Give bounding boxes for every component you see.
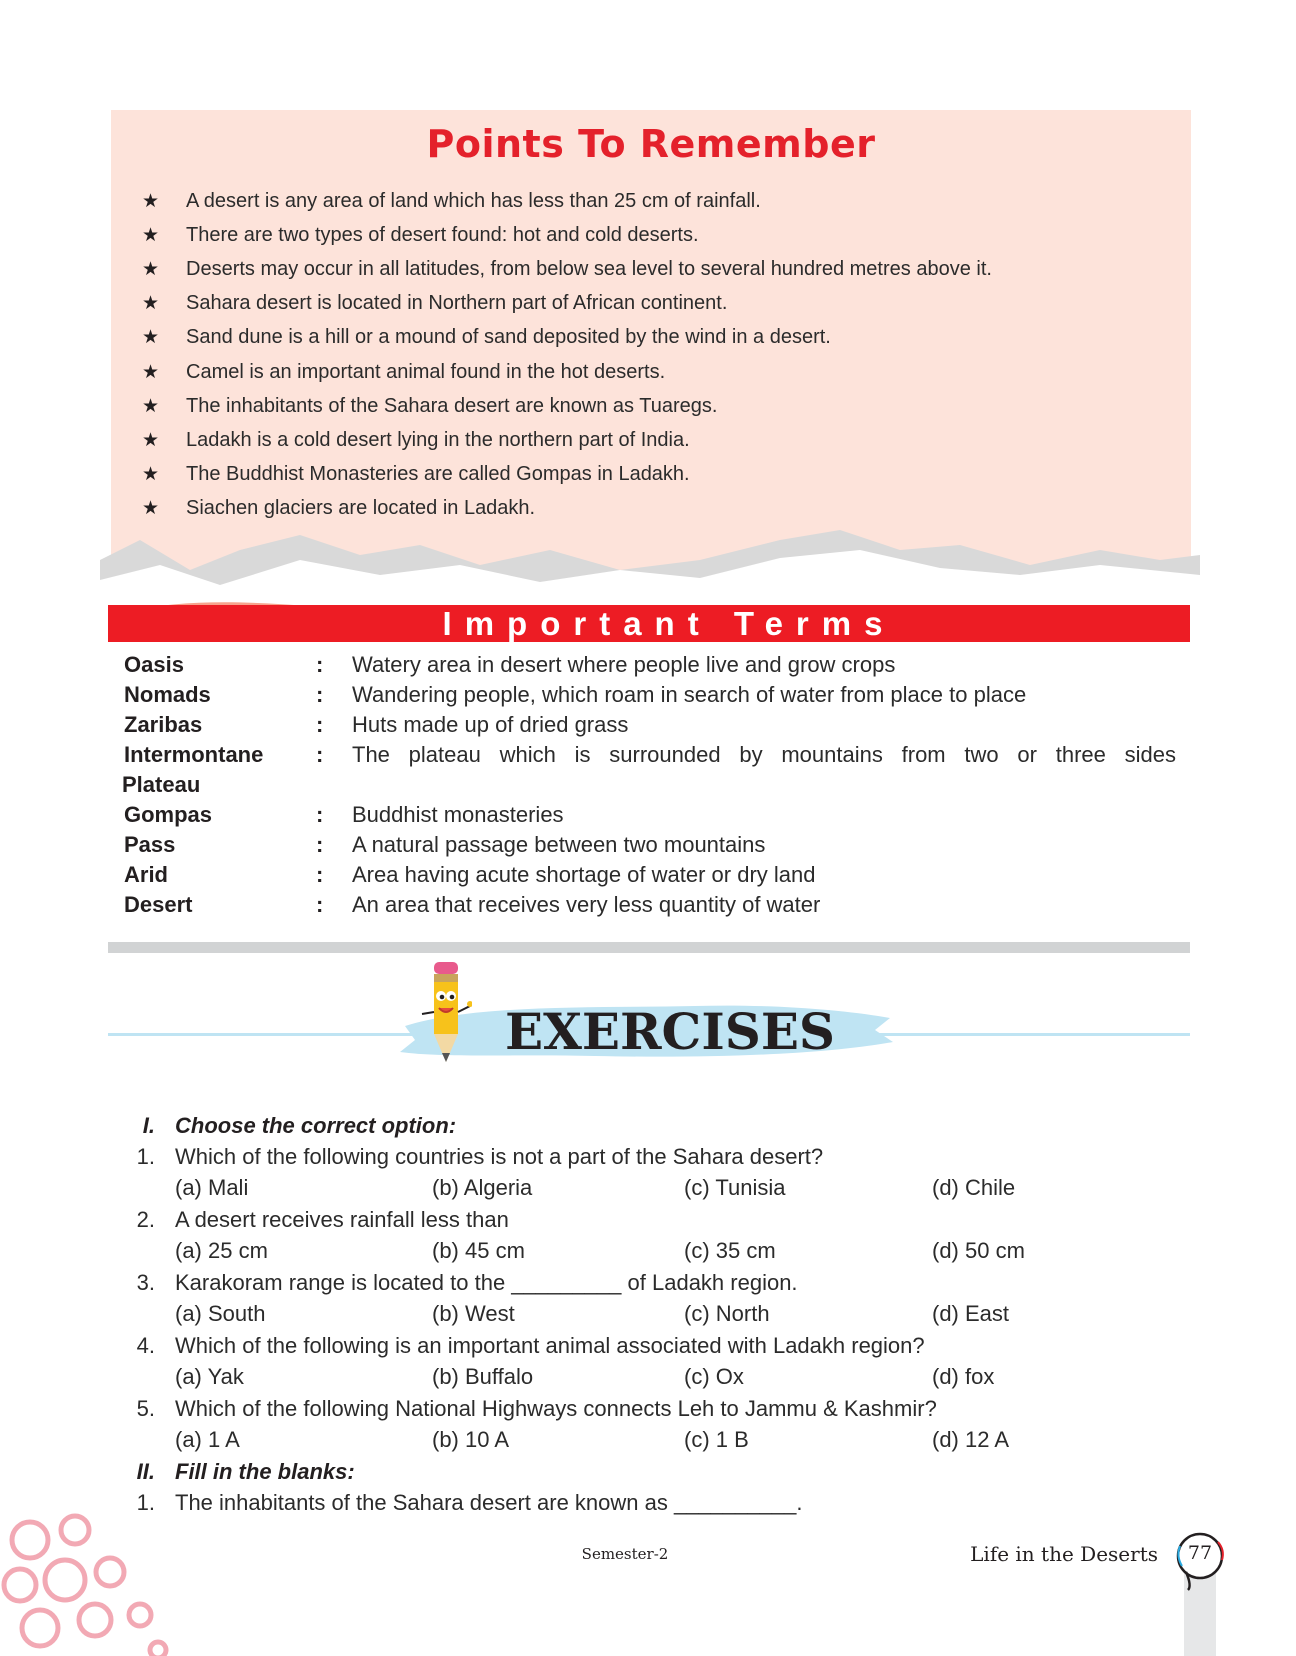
star-icon: ★ bbox=[142, 429, 160, 451]
circles-decoration bbox=[0, 1500, 180, 1656]
important-terms-header: Important Terms bbox=[108, 605, 1190, 642]
question: 1. Which of the following countries is not a part of the Sahara desert? bbox=[136, 1143, 824, 1169]
page-number: 77 bbox=[1187, 1542, 1213, 1564]
list-item: ★ A desert is any area of land which has less than 25 cm of rainfall. bbox=[142, 189, 761, 212]
question: 5. Which of the following National Highways connects Leh to Jammu & Kashmir? bbox=[136, 1395, 937, 1421]
star-icon: ★ bbox=[142, 395, 160, 417]
term-row: Intermontane : The plateau which is surrounded by mountains from two or three sides bbox=[124, 742, 1176, 767]
question: 1. The inhabitants of the Sahara desert are known as __________. bbox=[136, 1489, 803, 1515]
list-item: ★ Ladakh is a cold desert lying in the northern part of India. bbox=[142, 428, 690, 451]
star-icon: ★ bbox=[142, 361, 160, 383]
options-row: (a) South (b) West (c) North (d) East bbox=[175, 1301, 1010, 1327]
options-row: (a) 1 A (b) 10 A (c) 1 B (d) 12 A bbox=[175, 1427, 1010, 1453]
list-item: ★ There are two types of desert found: hot and cold deserts. bbox=[142, 223, 699, 246]
star-icon: ★ bbox=[142, 498, 160, 520]
footer-semester: Semester-2 bbox=[581, 1545, 669, 1563]
question: 2. A desert receives rainfall less than bbox=[136, 1206, 509, 1232]
star-icon: ★ bbox=[142, 327, 160, 349]
exercise-questions bbox=[130, 1110, 1180, 1519]
points-title: Points To Remember bbox=[426, 122, 876, 166]
list-item: ★ The inhabitants of the Sahara desert are known as Tuaregs. bbox=[142, 394, 718, 417]
question: 3. Karakoram range is located to the _________ of Ladakh region. bbox=[136, 1269, 798, 1295]
list-item: ★ The Buddhist Monasteries are called Gompas in Ladakh. bbox=[142, 463, 690, 486]
term-row: Arid : Area having acute shortage of water or dry land bbox=[124, 862, 816, 887]
terms-table bbox=[124, 652, 1176, 922]
pencil-mascot-icon bbox=[420, 962, 472, 1066]
term-row: Oasis : Watery area in desert where people live and grow crops bbox=[124, 652, 896, 677]
star-icon: ★ bbox=[142, 293, 160, 315]
list-item: ★ Siachen glaciers are located in Ladakh. bbox=[142, 497, 536, 520]
exercises-title: EXERCISES bbox=[504, 1002, 836, 1061]
options-row: (a) 25 cm (b) 45 cm (c) 35 cm (d) 50 cm bbox=[175, 1238, 1025, 1264]
term-row: Pass : A natural passage between two mountains bbox=[124, 832, 766, 857]
star-icon: ★ bbox=[142, 464, 160, 486]
section-heading: II. Fill in the blanks: bbox=[136, 1458, 355, 1484]
star-icon: ★ bbox=[142, 224, 160, 246]
divider bbox=[108, 942, 1190, 953]
term-continuation: Plateau bbox=[122, 772, 201, 797]
question: 4. Which of the following is an important animal associated with Ladakh region? bbox=[136, 1332, 925, 1358]
options-row: (a) Mali (b) Algeria (c) Tunisia (d) Chile bbox=[175, 1175, 1016, 1201]
section-heading: I. Choose the correct option: bbox=[142, 1112, 457, 1138]
list-item: ★ Deserts may occur in all latitudes, from below sea level to several hundred metres above it. bbox=[142, 257, 992, 280]
list-item: ★ Camel is an important animal found in the hot deserts. bbox=[142, 360, 666, 383]
term-row: Zaribas : Huts made up of dried grass bbox=[124, 712, 629, 737]
footer-chapter-title: Life in the Deserts bbox=[970, 1542, 1158, 1566]
term-row: Nomads : Wandering people, which roam in search of water from place to place bbox=[124, 682, 1027, 707]
options-row: (a) Yak (b) Buffalo (c) Ox (d) fox bbox=[175, 1364, 995, 1390]
list-item: ★ Sand dune is a hill or a mound of sand deposited by the wind in a desert. bbox=[142, 326, 831, 349]
term-row: Desert : An area that receives very less quantity of water bbox=[124, 892, 821, 917]
list-item: ★ Sahara desert is located in Northern part of African continent. bbox=[142, 292, 728, 315]
star-icon: ★ bbox=[142, 190, 160, 212]
term-row: Gompas : Buddhist monasteries bbox=[124, 802, 564, 827]
star-icon: ★ bbox=[142, 258, 160, 280]
points-list bbox=[142, 184, 992, 526]
